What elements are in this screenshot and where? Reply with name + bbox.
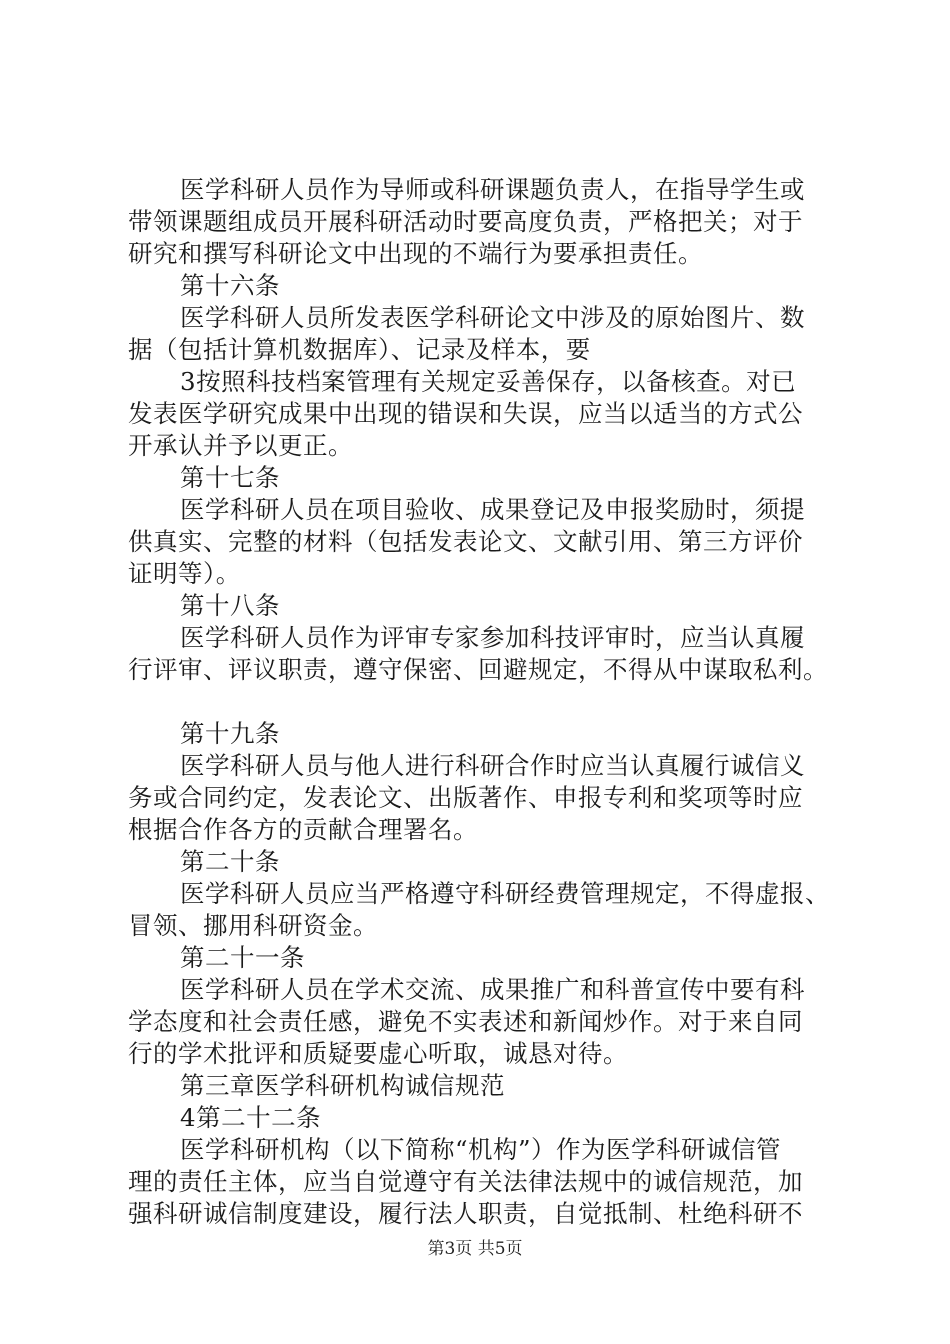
paragraph-line: 行的学术批评和质疑要虚心听取，诚恳对待。 [128, 1039, 628, 1068]
document-body [128, 174, 828, 1230]
article-heading: 4第二十二条 [180, 1103, 322, 1132]
article-heading: 第十九条 [180, 719, 280, 748]
paragraph-line: 医学科研人员作为导师或科研课题负责人，在指导学生或 [180, 175, 805, 204]
paragraph-line: 医学科研人员在学术交流、成果推广和科普宣传中要有科 [180, 975, 805, 1004]
paragraph-line: 医学科研人员所发表医学科研论文中涉及的原始图片、数 [180, 303, 805, 332]
paragraph-line: 医学科研人员作为评审专家参加科技评审时，应当认真履 [180, 623, 805, 652]
paragraph-line: 行评审、评议职责，遵守保密、回避规定，不得从中谋取私利。 [128, 655, 828, 684]
article-heading: 第二十条 [180, 847, 280, 876]
paragraph-line: 学态度和社会责任感，避免不实表述和新闻炒作。对于来自同 [128, 1007, 803, 1036]
paragraph-line: 证明等）。 [128, 559, 241, 588]
paragraph-line: 理的责任主体，应当自觉遵守有关法律法规中的诚信规范，加 [128, 1167, 803, 1196]
paragraph-line: 发表医学研究成果中出现的错误和失误，应当以适当的方式公 [128, 399, 803, 428]
paragraph-line: 强科研诚信制度建设，履行法人职责，自觉抵制、杜绝科研不 [128, 1199, 803, 1228]
paragraph-line: 务或合同约定，发表论文、出版著作、申报专利和奖项等时应 [128, 783, 803, 812]
article-heading: 第十六条 [180, 271, 280, 300]
paragraph-line: 医学科研人员与他人进行科研合作时应当认真履行诚信义 [180, 751, 805, 780]
article-heading: 第二十一条 [180, 943, 305, 972]
paragraph-line: 研究和撰写科研论文中出现的不端行为要承担责任。 [128, 239, 703, 268]
paragraph-line: 供真实、完整的材料（包括发表论文、文献引用、第三方评价 [128, 527, 803, 556]
chapter-heading: 第三章医学科研机构诚信规范 [180, 1071, 505, 1100]
page-footer: 第3页 共5页 [427, 1239, 523, 1259]
blank-line [128, 686, 828, 718]
paragraph-line: 开承认并予以更正。 [128, 431, 353, 460]
article-heading: 第十八条 [180, 591, 280, 620]
paragraph-line: 3按照科技档案管理有关规定妥善保存，以备核查。对已 [180, 367, 797, 396]
paragraph-line: 医学科研人员应当严格遵守科研经费管理规定，不得虚报、 [180, 879, 830, 908]
paragraph-line: 带领课题组成员开展科研活动时要高度负责，严格把关；对于 [128, 207, 803, 236]
article-heading: 第十七条 [180, 463, 280, 492]
paragraph-line: 根据合作各方的贡献合理署名。 [128, 815, 478, 844]
paragraph-line: 据（包括计算机数据库）、记录及样本，要 [128, 335, 591, 364]
paragraph-line: 医学科研人员在项目验收、成果登记及申报奖励时，须提 [180, 495, 805, 524]
paragraph-line: 冒领、挪用科研资金。 [128, 911, 378, 940]
paragraph-line: 医学科研机构（以下简称“机构”）作为医学科研诚信管 [180, 1135, 782, 1164]
